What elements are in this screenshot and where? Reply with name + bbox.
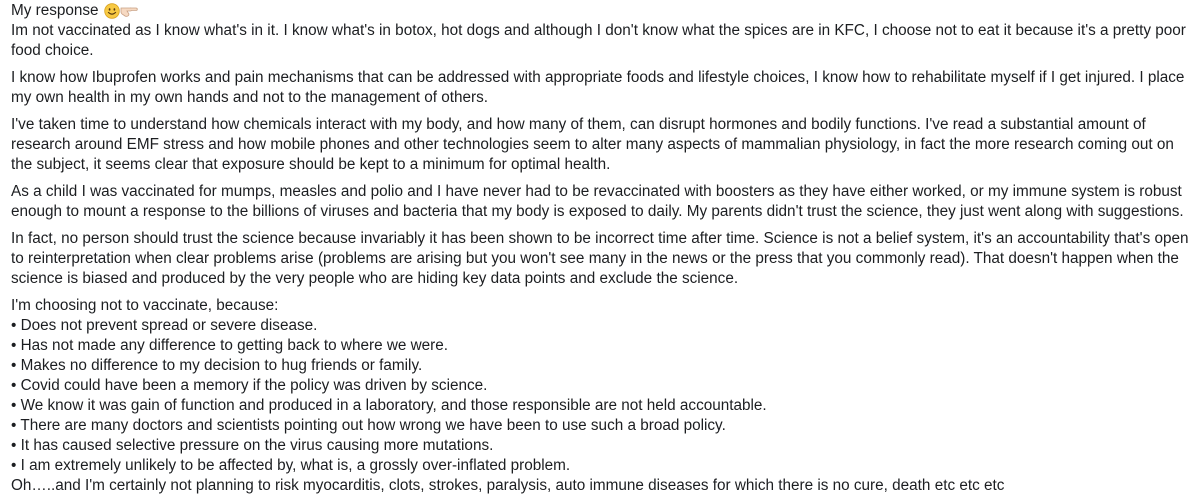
list-item: • We know it was gain of function and produced in a laboratory, and those responsible are not held accountable.	[11, 396, 1192, 416]
list-item: • Does not prevent spread or severe disease.	[11, 316, 1192, 336]
paragraph-4: As a child I was vaccinated for mumps, measles and polio and I have never had to be revaccinated with boosters as they have either worked, or my immune system is robust enough to mount a response to the billions of viruses and bacteria that my body is exposed to daily. My parents didn't trust the science, they just went along with suggestions.	[11, 183, 1184, 220]
list-intro: I'm choosing not to vaccinate, because:	[11, 297, 279, 314]
paragraph-2: I know how Ibuprofen works and pain mechanisms that can be addressed with appropriate foods and lifestyle choices, I know how to rehabilitate myself if I get injured. I place my own health in my own hands and not to the management of others.	[11, 69, 1185, 106]
paragraph-1: Im not vaccinated as I know what's in it. I know what's in botox, hot dogs and although I don't know what the spices are in KFC, I choose not to eat it because it's a pretty poor food choice.	[11, 22, 1186, 59]
list-item: • Has not made any difference to getting back to where we were.	[11, 336, 1192, 356]
list-item: • I am extremely unlikely to be affected by, what is, a grossly over-inflated problem.	[11, 456, 1192, 476]
list-item: • It has caused selective pressure on the virus causing more mutations.	[11, 436, 1192, 456]
list-item: • There are many doctors and scientists pointing out how wrong we have been to use such a broad policy.	[11, 416, 1192, 436]
closing-line: Oh…..and I'm certainly not planning to risk myocarditis, clots, strokes, paralysis, auto immune diseases for which there is no cure, death etc etc etc	[11, 477, 1005, 494]
smiling-face-icon	[104, 3, 120, 19]
paragraph-3: I've taken time to understand how chemicals interact with my body, and how many of them, can disrupt hormones and bodily functions. I've read a substantial amount of research around EMF stress and how mobile phones and other technologies seem to alter many aspects of mammalian physiology, in fact the more research coming out on the subject, it seems clear that exposure should be kept to a minimum for optimal health.	[11, 116, 1174, 173]
heading-text: My response	[11, 2, 99, 19]
list-item: • Covid could have been a memory if the policy was driven by science.	[11, 376, 1192, 396]
post-heading	[11, 1, 1192, 21]
reasons-list	[11, 316, 1192, 476]
paragraph-5: In fact, no person should trust the science because invariably it has been shown to be incorrect time after time. Science is not a belief system, it's an accountability that's open to reinterpretation when clear problems arise (problems are arising but you won't see many in the news or the press that you commonly read). That doesn't happen when the science is biased and produced by the very people who are hiding key data points and exclude the science.	[11, 230, 1189, 287]
list-item: • Makes no difference to my decision to hug friends or family.	[11, 356, 1192, 376]
pointing-down-hand-icon	[120, 4, 138, 18]
